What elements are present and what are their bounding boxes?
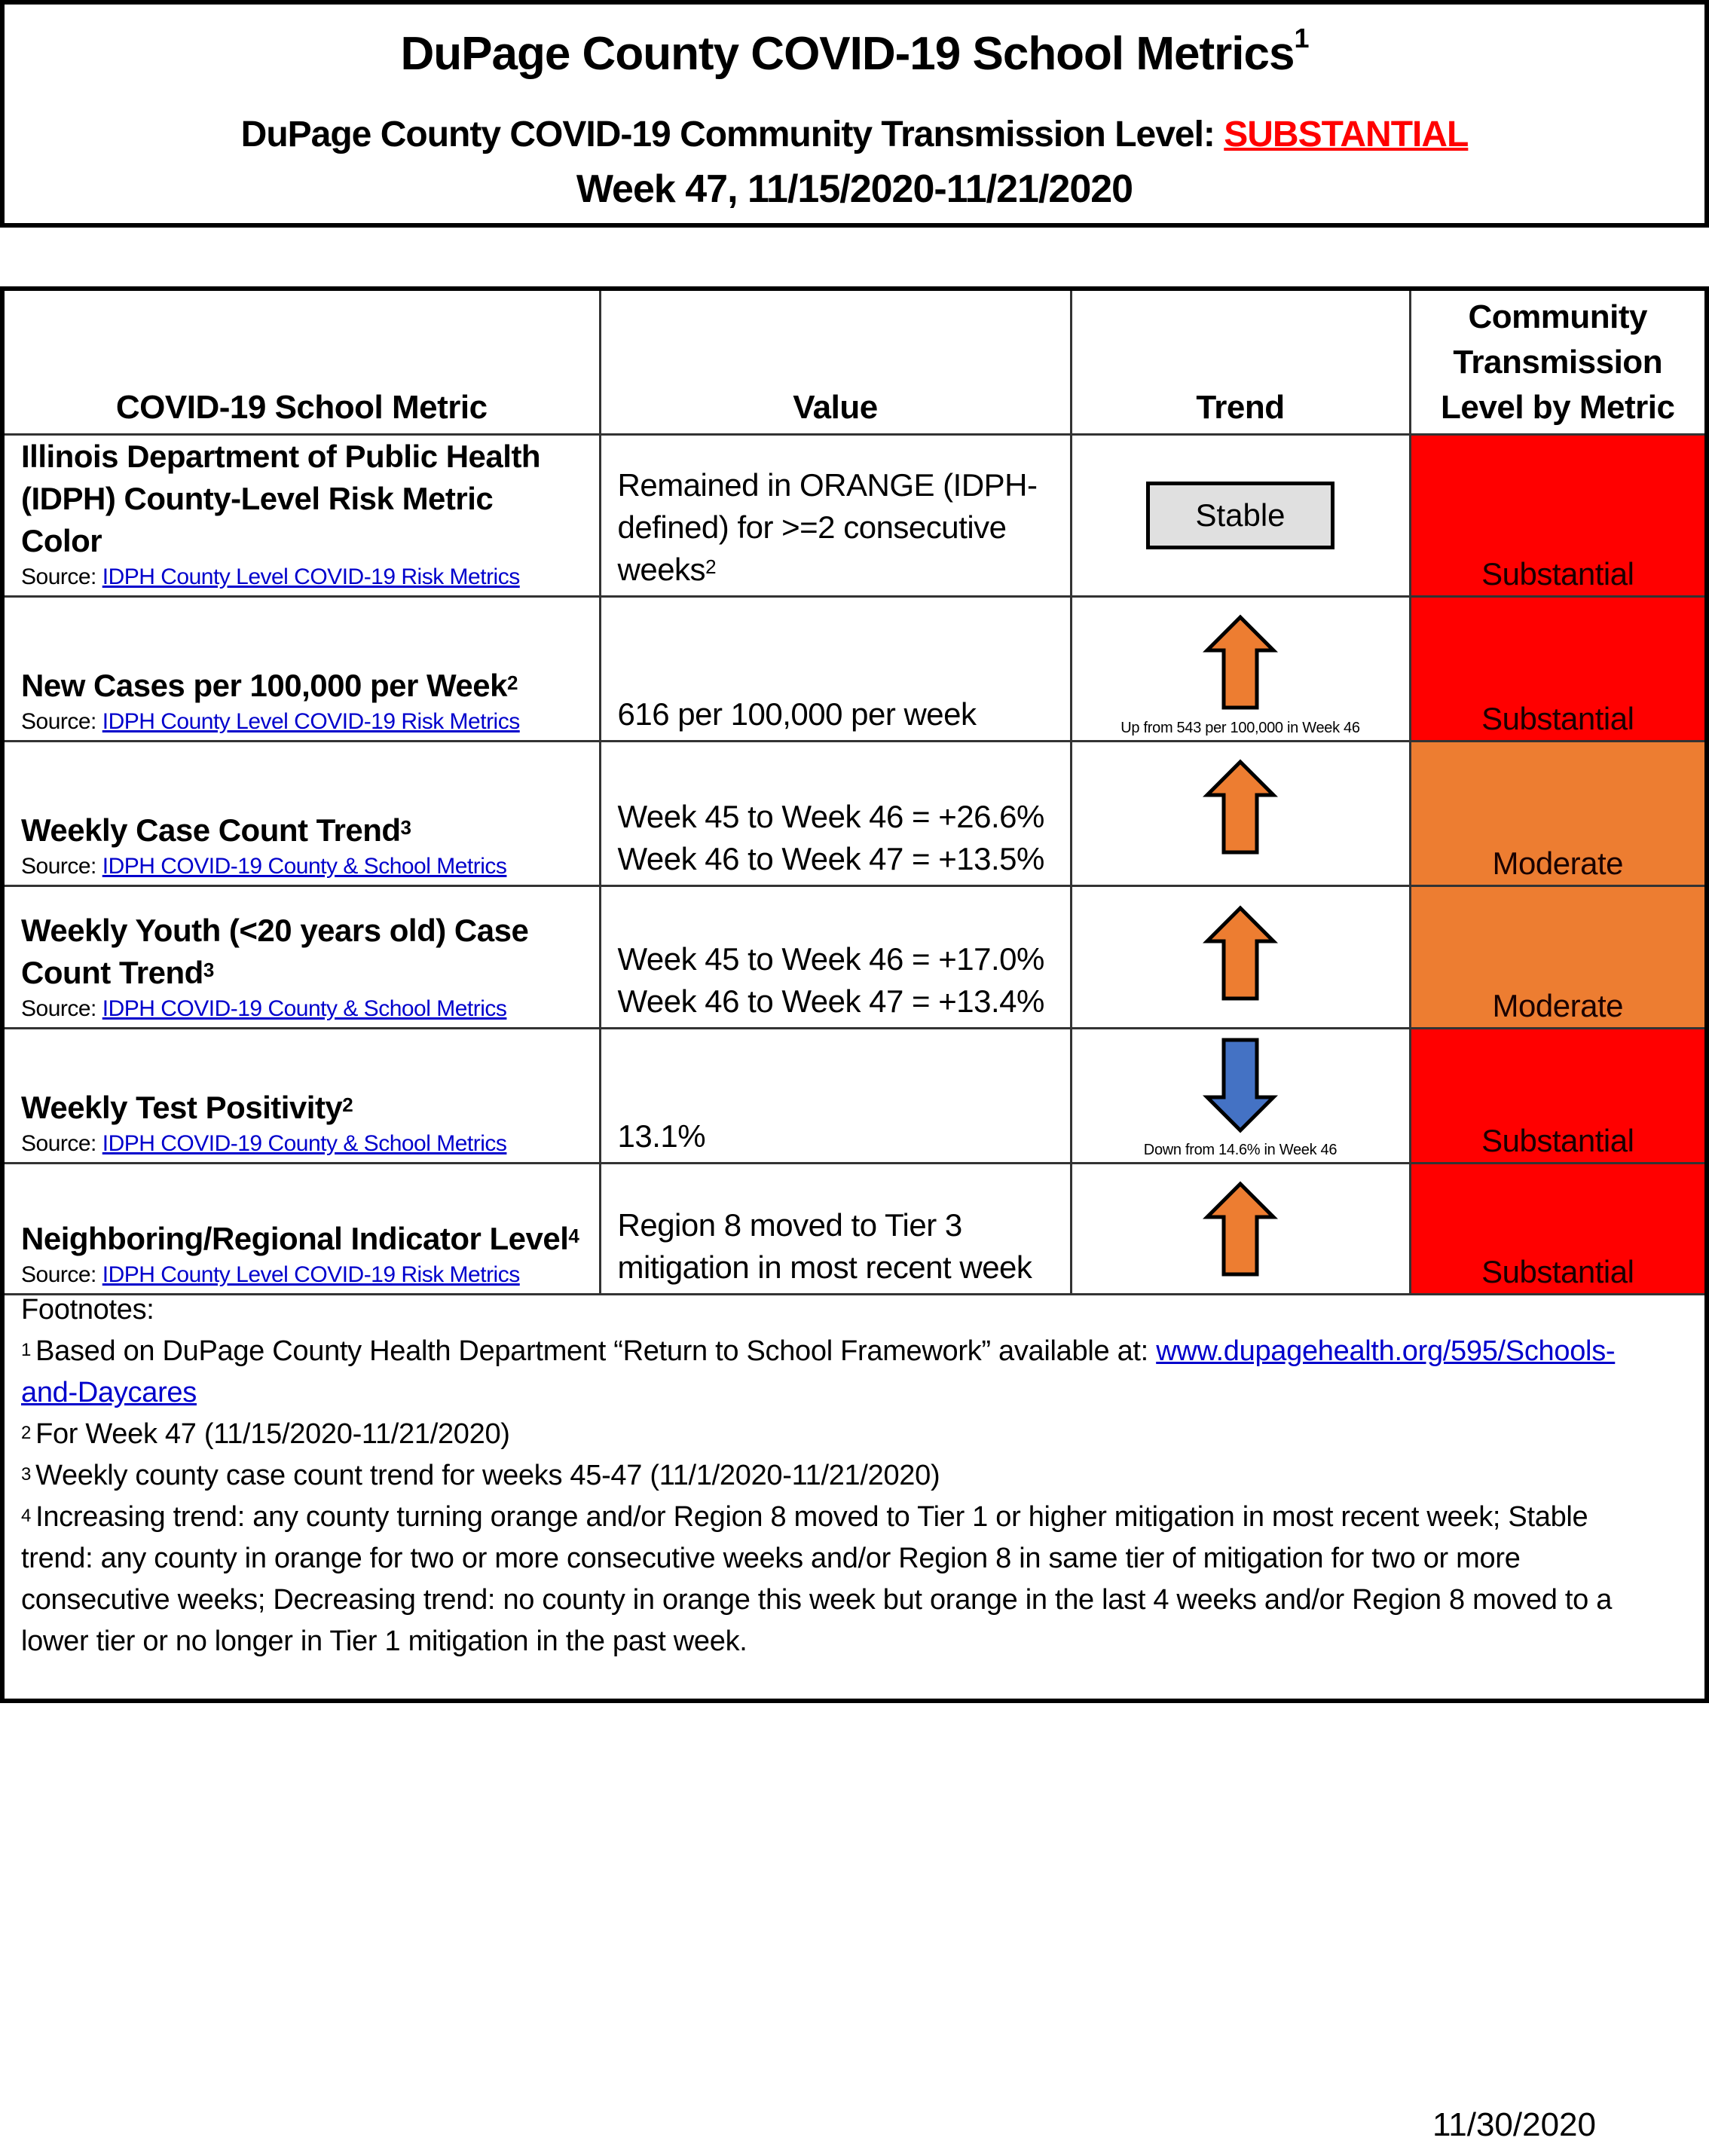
footnote-ref: 3 (203, 959, 214, 981)
source-label: Source: (21, 564, 102, 589)
metric-source (21, 707, 582, 740)
footnote-text: Weekly county case count trend for weeks 45-47 (11/1/2020-11/21/2020) (35, 1460, 940, 1491)
page-date: 11/30/2020 (1432, 2106, 1596, 2143)
trend-cell (1071, 1029, 1410, 1164)
metric-name-text: Weekly Youth (<20 years old) Case Count Trend (21, 913, 529, 990)
week-range: Week 47, 11/15/2020-11/21/2020 (576, 167, 1133, 211)
footnotes-heading: Footnotes: (21, 1294, 154, 1326)
value-text: Remained in ORANGE (IDPH-defined) for >=2 consecutive weeks (617, 467, 1038, 587)
arrow-down-icon (1203, 1037, 1278, 1135)
value-cell (600, 435, 1071, 597)
footnote-text: For Week 47 (11/15/2020-11/21/2020) (35, 1418, 510, 1450)
column-header-level: Community Transmission Level by Metric (1410, 291, 1704, 435)
metric-cell (5, 742, 600, 886)
metric-source (21, 1260, 582, 1293)
source-link[interactable]: IDPH County Level COVID-19 Risk Metrics (102, 564, 520, 589)
footnote-ref: 1 (1294, 23, 1309, 54)
transmission-level-line (5, 114, 1704, 155)
metric-cell (5, 1029, 600, 1164)
trend-cell (1071, 886, 1410, 1029)
source-label: Source: (21, 709, 102, 734)
value-line: Week 45 to Week 46 = +26.6% (617, 799, 1044, 834)
value-cell: Region 8 moved to Tier 3 mitigation in most recent week (600, 1164, 1071, 1295)
metric-name-text: Illinois Department of Public Health (IDPH) County-Level Risk Metric Color (21, 439, 541, 558)
trend-cell (1071, 435, 1410, 597)
value-cell: 616 per 100,000 per week (600, 597, 1071, 742)
footnote-item (21, 1455, 1659, 1497)
value-line: Week 45 to Week 46 = +17.0% (617, 941, 1044, 977)
footnote-ref: 2 (705, 555, 717, 578)
footnote-ref: 3 (400, 816, 411, 839)
source-link[interactable]: IDPH COVID-19 County & School Metrics (102, 1131, 507, 1156)
trend-cell (1071, 1164, 1410, 1295)
footnote-ref: 2 (342, 1093, 353, 1116)
trend-cell (1071, 597, 1410, 742)
arrow-up-icon (1203, 1181, 1278, 1279)
footnote-number: 3 (21, 1464, 32, 1485)
metric-cell (5, 1164, 600, 1295)
footnote-text: Increasing trend: any county turning orange and/or Region 8 moved to Tier 1 or higher mitigation in most recent week; Stable trend: any county in orange for two or more consecutive weeks and/or Region 8 in same tier of mitigation for two or more consecutive weeks; Decreasing trend: no county in orange this week but orange in the last 4 weeks and/or Region 8 moved to a lower tier or no longer in Tier 1 mitigation in the past week. (21, 1501, 1613, 1657)
metric-name-text: New Cases per 100,000 per Week (21, 668, 507, 703)
footnote-ref: 4 (568, 1225, 579, 1247)
table-row (5, 1164, 1704, 1295)
level-cell: Substantial (1410, 1029, 1704, 1164)
metrics-table (5, 291, 1704, 1295)
trend-cell (1071, 742, 1410, 886)
level-cell: Substantial (1410, 1164, 1704, 1295)
column-header-metric: COVID-19 School Metric (5, 291, 600, 435)
page-title-text: DuPage County COVID-19 School Metrics (400, 28, 1295, 80)
metric-name (21, 436, 582, 562)
table-row (5, 886, 1704, 1029)
footnote-item (21, 1331, 1659, 1414)
stable-trend-indicator (1146, 482, 1334, 549)
metric-cell (5, 886, 600, 1029)
footnote-number: 1 (21, 1340, 32, 1360)
arrow-up-icon (1203, 759, 1278, 857)
source-link[interactable]: IDPH COVID-19 County & School Metrics (102, 996, 507, 1021)
metric-source (21, 852, 582, 885)
column-header-trend: Trend (1071, 291, 1410, 435)
footnote-link[interactable]: www.dupagehealth.org/595/Schools-and-Daycares (21, 1335, 1616, 1408)
level-cell: Substantial (1410, 597, 1704, 742)
metric-name (21, 809, 582, 852)
source-label: Source: (21, 1262, 102, 1287)
footnote-item (21, 1497, 1659, 1662)
source-label: Source: (21, 854, 102, 879)
value-cell (600, 742, 1071, 886)
metric-name (21, 1087, 582, 1129)
level-cell: Moderate (1410, 886, 1704, 1029)
metric-name-text: Weekly Case Count Trend (21, 812, 401, 848)
metric-source (21, 1129, 582, 1162)
metric-cell (5, 597, 600, 742)
metric-cell (5, 435, 600, 597)
column-header-value: Value (600, 291, 1071, 435)
table-header-row (5, 291, 1704, 435)
footnote-number: 2 (21, 1423, 32, 1443)
metric-name-text: Weekly Test Positivity (21, 1090, 343, 1125)
page-title (5, 23, 1704, 81)
transmission-level-badge: SUBSTANTIAL (1224, 115, 1469, 154)
value-line: Week 46 to Week 47 = +13.4% (617, 983, 1044, 1019)
footnote-item (21, 1414, 1659, 1455)
arrow-up-icon (1203, 614, 1278, 712)
trend-note: Down from 14.6% in Week 46 (1143, 1142, 1338, 1158)
source-link[interactable]: IDPH County Level COVID-19 Risk Metrics (102, 1262, 520, 1287)
metrics-container (0, 286, 1709, 1703)
source-label: Source: (21, 1131, 102, 1156)
metric-name (21, 1218, 582, 1260)
footnotes (21, 1289, 1659, 1662)
metric-name-text: Neighboring/Regional Indicator Level (21, 1221, 569, 1256)
metric-source (21, 562, 582, 595)
footnote-ref: 2 (506, 671, 518, 694)
source-link[interactable]: IDPH COVID-19 County & School Metrics (102, 854, 507, 879)
trend-label: Stable (1195, 497, 1286, 533)
table-row (5, 435, 1704, 597)
level-cell: Substantial (1410, 435, 1704, 597)
transmission-label: DuPage County COVID-19 Community Transmission Level: (240, 115, 1224, 154)
value-cell (600, 886, 1071, 1029)
title-box (0, 0, 1709, 228)
table-row (5, 597, 1704, 742)
arrow-up-icon (1203, 905, 1278, 1003)
value-cell: 13.1% (600, 1029, 1071, 1164)
source-link[interactable]: IDPH County Level COVID-19 Risk Metrics (102, 709, 520, 734)
trend-note: Up from 543 per 100,000 in Week 46 (1120, 720, 1360, 736)
metric-name (21, 910, 582, 994)
table-row (5, 742, 1704, 886)
source-label: Source: (21, 996, 102, 1021)
metric-source (21, 994, 582, 1027)
footnote-number: 4 (21, 1506, 32, 1526)
level-cell: Moderate (1410, 742, 1704, 886)
metric-name (21, 665, 582, 707)
value-line: Week 46 to Week 47 = +13.5% (617, 841, 1044, 876)
table-row (5, 1029, 1704, 1164)
footnote-text: Based on DuPage County Health Department “Return to School Framework” available at: (35, 1335, 1157, 1367)
